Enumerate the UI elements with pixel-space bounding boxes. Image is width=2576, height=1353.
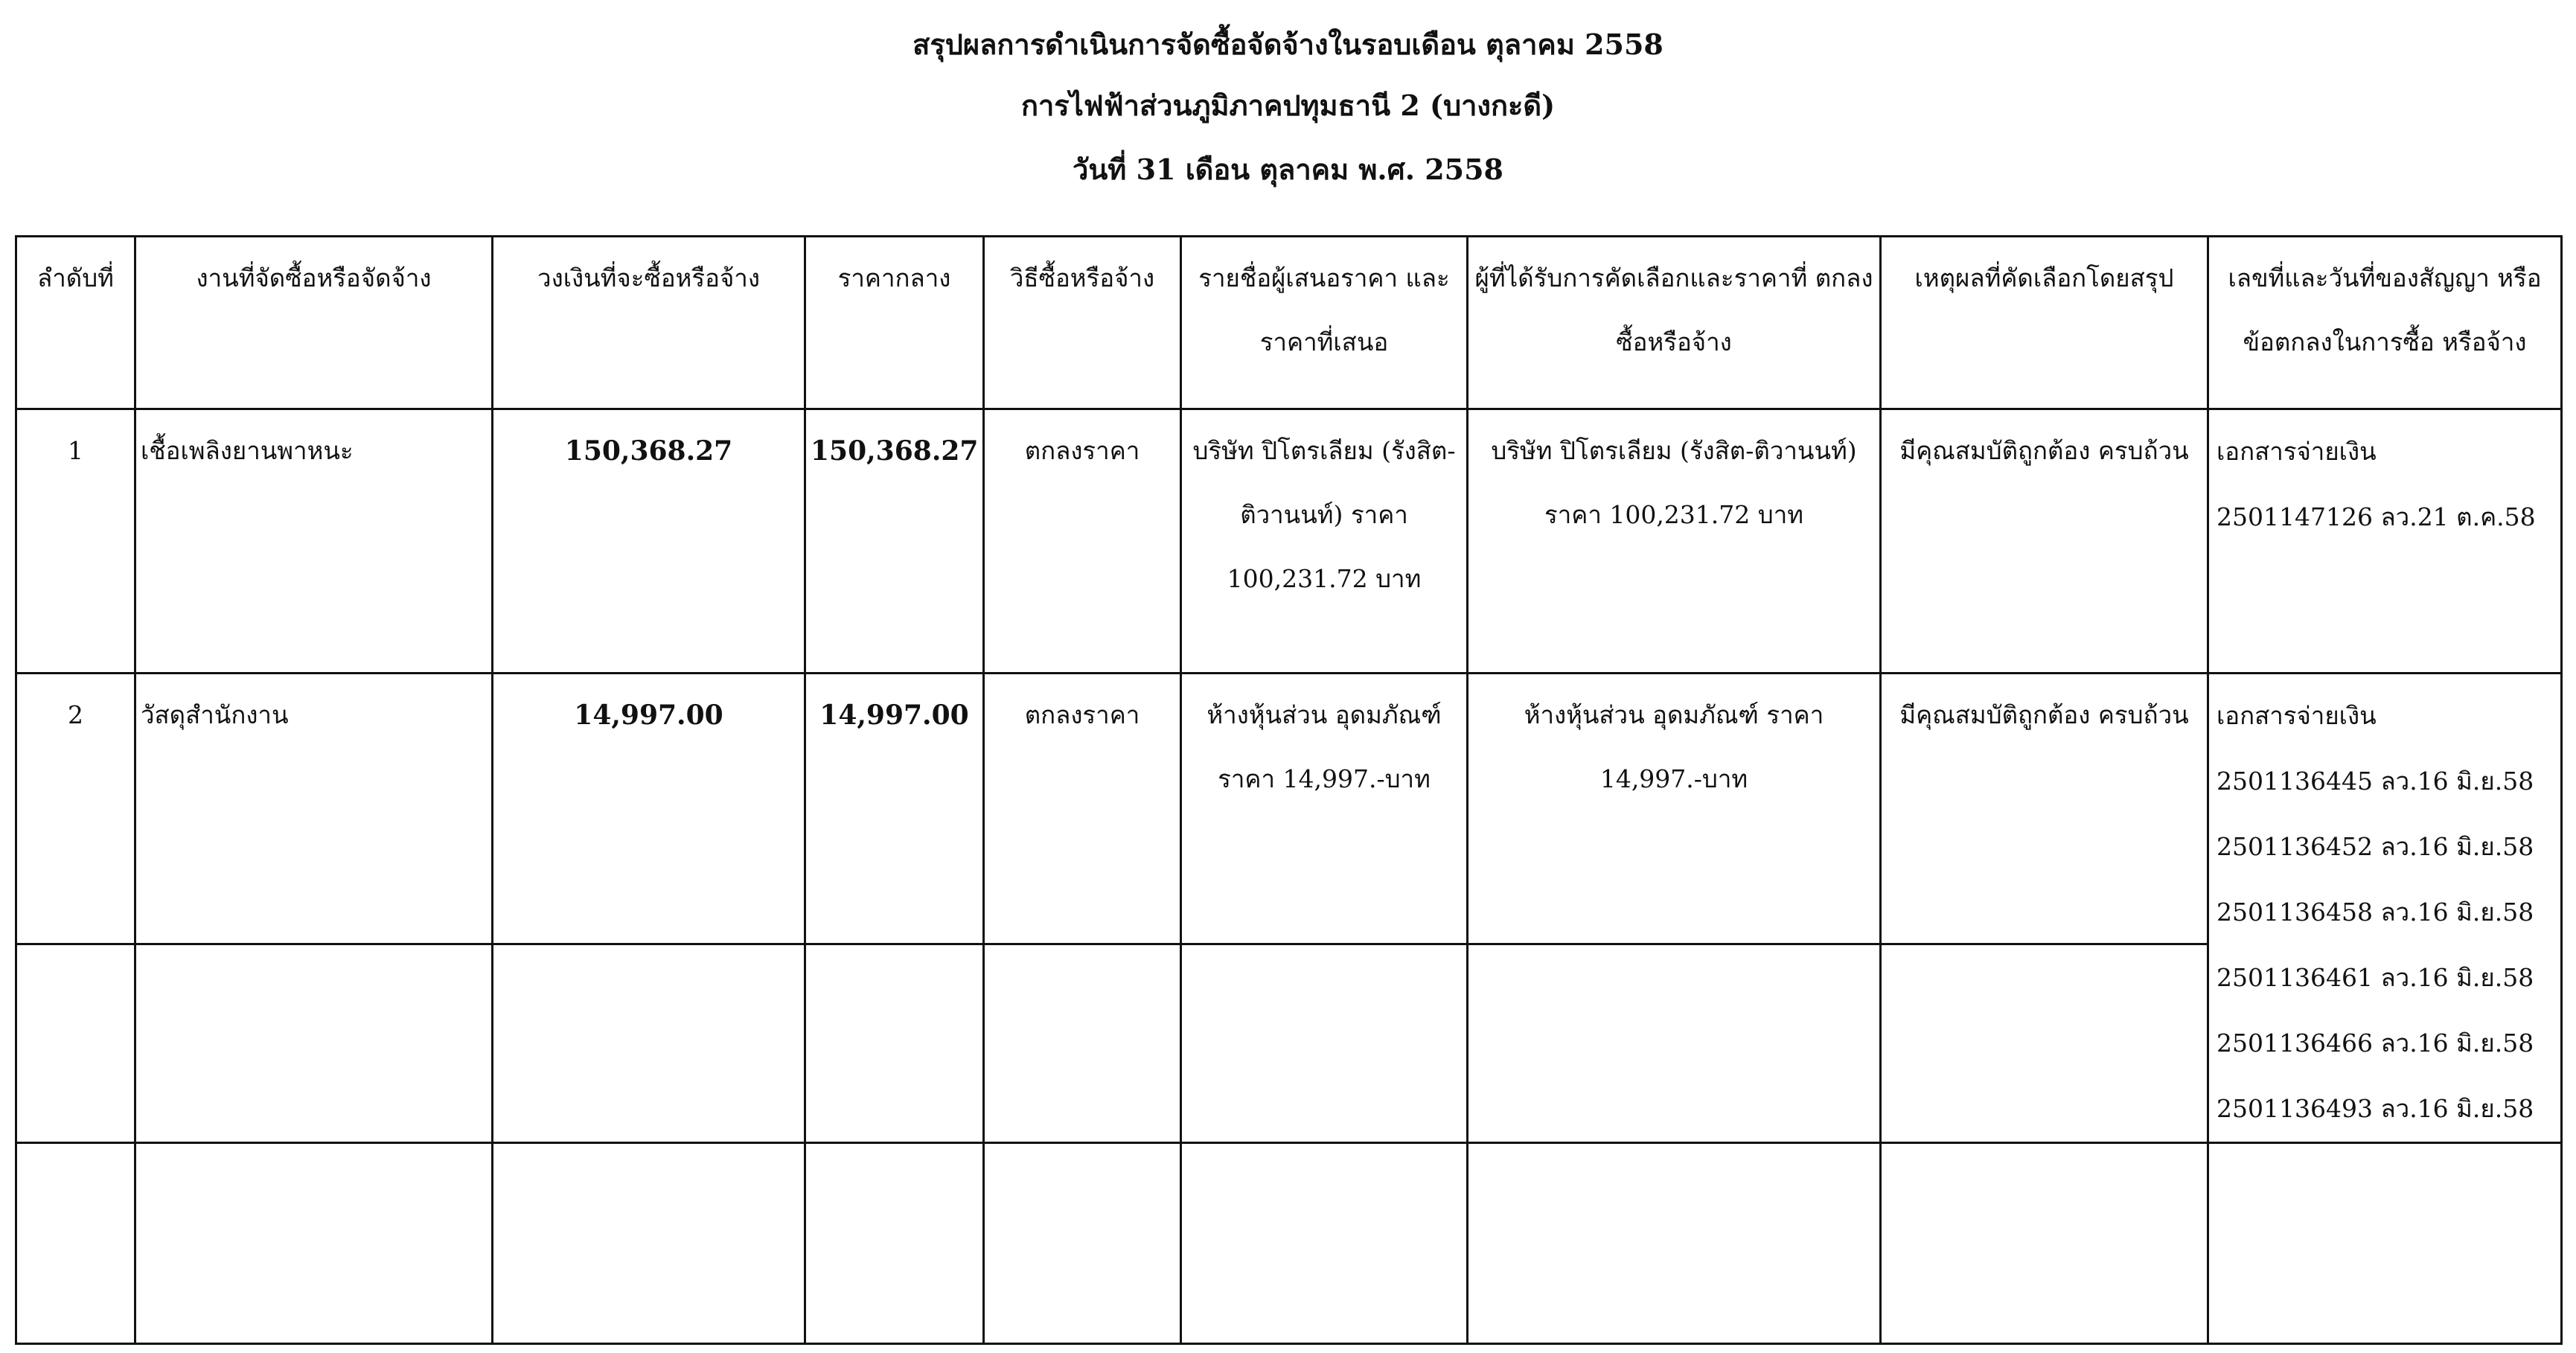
report-organization: การไฟฟ้าส่วนภูมิภาคปทุมธานี 2 (บางกะดี) bbox=[1020, 89, 1556, 122]
col-header-bidders: รายชื่อผู้เสนอราคา และราคาที่เสนอ bbox=[1181, 237, 1468, 409]
empty-cell bbox=[1881, 944, 2208, 1142]
table-row bbox=[16, 674, 2562, 944]
empty-cell bbox=[135, 944, 493, 1142]
winner-line: บริษัท ปิโตรเลียม bbox=[1491, 436, 1672, 465]
empty-cell bbox=[805, 1143, 984, 1344]
row-winner bbox=[1468, 409, 1881, 674]
empty-cell bbox=[493, 1143, 805, 1344]
bidder-line: ราคา 100,231.72 บาท bbox=[1227, 500, 1422, 593]
row-task: เชื้อเพลิงยานพาหนะ bbox=[135, 409, 493, 674]
reference-line: 2501136461 ลว.16 มิ.ย.58 bbox=[2217, 963, 2534, 992]
row-reference bbox=[2208, 409, 2562, 674]
col-header-reason: เหตุผลที่คัดเลือกโดยสรุป bbox=[1881, 237, 2208, 409]
row-bidders bbox=[1181, 674, 1468, 944]
winner-line: (รังสิต-ติวานนท์) bbox=[1679, 436, 1857, 465]
reference-line: 2501136493 ลว.16 มิ.ย.58 bbox=[2217, 1094, 2534, 1123]
empty-cell bbox=[984, 1143, 1181, 1344]
empty-cell bbox=[135, 1143, 493, 1344]
empty-cell bbox=[2208, 1143, 2562, 1344]
row-reason bbox=[1881, 674, 2208, 944]
empty-cell bbox=[493, 944, 805, 1142]
reason-line: มีคุณสมบัติถูกต้อง bbox=[1899, 436, 2091, 465]
empty-cell bbox=[1181, 944, 1468, 1142]
reason-line: ครบถ้วน bbox=[2097, 700, 2189, 729]
col-header-no: ลำดับที่ bbox=[16, 237, 135, 409]
table-row-empty bbox=[16, 944, 2562, 1142]
table-row-empty bbox=[16, 1143, 2562, 1344]
reference-line: 2501136466 ลว.16 มิ.ย.58 bbox=[2217, 1029, 2534, 1058]
col-header-mid-price: ราคากลาง bbox=[805, 237, 984, 409]
table-header-row bbox=[16, 237, 2562, 409]
row-mid-price: 14,997.00 bbox=[805, 674, 984, 944]
empty-cell bbox=[805, 944, 984, 1142]
report-title: สรุปผลการดำเนินการจัดซื้อจัดจ้างในรอบเดือน ตุลาคม 2558 bbox=[913, 28, 1663, 61]
reference-line: 2501147126 ลว.21 ต.ค.58 bbox=[2217, 502, 2536, 531]
row-task: วัสดุสำนักงาน bbox=[135, 674, 493, 944]
bidder-line: ห้างหุ้นส่วน อุดมภัณฑ์ bbox=[1206, 700, 1442, 729]
row-reference bbox=[2208, 674, 2562, 1143]
empty-cell bbox=[1468, 1143, 1881, 1344]
row-number: 2 bbox=[16, 674, 135, 944]
row-mid-price: 150,368.27 bbox=[805, 409, 984, 674]
row-method: ตกลงราคา bbox=[984, 409, 1181, 674]
col-header-method: วิธีซื้อหรือจ้าง bbox=[984, 237, 1181, 409]
reference-line: 2501136458 ลว.16 มิ.ย.58 bbox=[2217, 898, 2534, 927]
empty-cell bbox=[16, 944, 135, 1142]
empty-cell bbox=[984, 944, 1181, 1142]
reason-line: มีคุณสมบัติถูกต้อง bbox=[1899, 700, 2091, 729]
report-date: วันที่ 31 เดือน ตุลาคม พ.ศ. 2558 bbox=[1072, 153, 1504, 186]
reference-line: เอกสารจ่ายเงิน bbox=[2217, 437, 2377, 466]
row-number: 1 bbox=[16, 409, 135, 674]
empty-cell bbox=[1881, 1143, 2208, 1344]
col-header-budget: วงเงินที่จะซื้อหรือจ้าง bbox=[493, 237, 805, 409]
row-method: ตกลงราคา bbox=[984, 674, 1181, 944]
col-header-task: งานที่จัดซื้อหรือจัดจ้าง bbox=[135, 237, 493, 409]
row-winner bbox=[1468, 674, 1881, 944]
reference-line: 2501136452 ลว.16 มิ.ย.58 bbox=[2217, 832, 2534, 861]
winner-line: ราคา 100,231.72 บาท bbox=[1544, 500, 1803, 529]
winner-line: ห้างหุ้นส่วน อุดมภัณฑ์ bbox=[1524, 700, 1759, 729]
reference-line: 2501136445 ลว.16 มิ.ย.58 bbox=[2217, 767, 2534, 796]
col-header-winner: ผู้ที่ได้รับการคัดเลือกและราคาที่ ตกลงซื้อหรือจ้าง bbox=[1468, 237, 1881, 409]
table-row bbox=[16, 409, 2562, 674]
winner-line: ราคา 14,997.-บาท bbox=[1599, 700, 1824, 793]
row-budget: 150,368.27 bbox=[493, 409, 805, 674]
empty-cell bbox=[1181, 1143, 1468, 1344]
bidder-line: บริษัท ปิโตรเลียม bbox=[1192, 436, 1374, 465]
empty-cell bbox=[16, 1143, 135, 1344]
procurement-table bbox=[15, 235, 2563, 1345]
row-budget: 14,997.00 bbox=[493, 674, 805, 944]
row-reason bbox=[1881, 409, 2208, 674]
reason-line: ครบถ้วน bbox=[2097, 436, 2189, 465]
col-header-reference: เลขที่และวันที่ของสัญญา หรือข้อตกลงในการซื้อ หรือจ้าง bbox=[2208, 237, 2562, 409]
row-bidders bbox=[1181, 409, 1468, 674]
bidder-line: ราคา 14,997.-บาท bbox=[1218, 764, 1431, 793]
empty-cell bbox=[1468, 944, 1881, 1142]
bidder-line: (รังสิต-ติวานนท์) bbox=[1240, 436, 1456, 529]
reference-line: เอกสารจ่ายเงิน bbox=[2217, 701, 2377, 730]
